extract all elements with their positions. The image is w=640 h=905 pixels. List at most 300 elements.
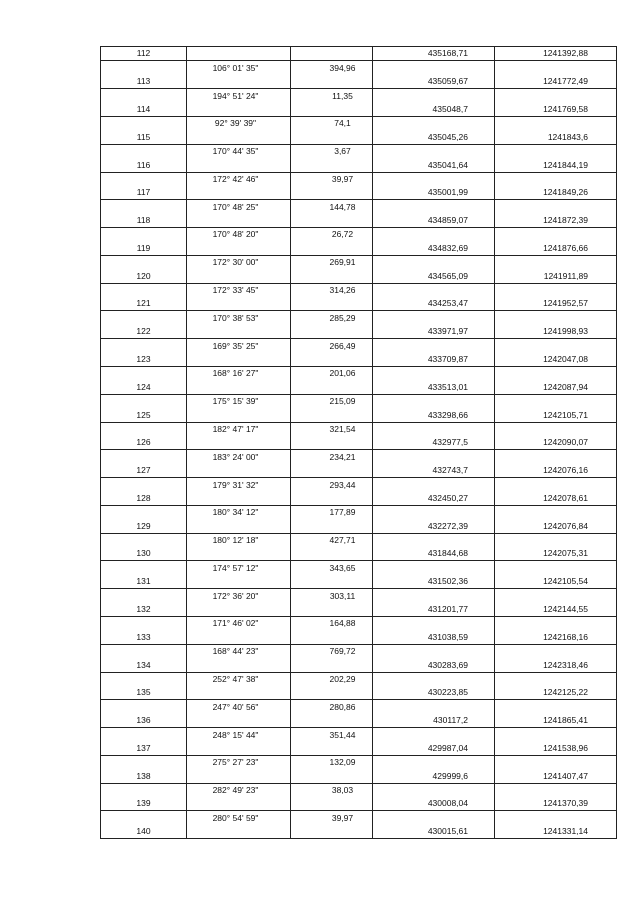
direction-angle-cell [187, 630, 291, 644]
segment-row [101, 644, 617, 658]
point-number-cell: 126 [101, 436, 187, 450]
distance-cell: 3,67 [291, 144, 373, 158]
point-row [101, 492, 617, 506]
distance-cell [291, 47, 373, 61]
point-row [101, 353, 617, 367]
point-number-cell [101, 283, 187, 297]
point-row [101, 103, 617, 117]
distance-cell [291, 241, 373, 255]
distance-cell [291, 492, 373, 506]
y-coordinate-cell [495, 755, 617, 769]
distance-cell: 38,03 [291, 783, 373, 797]
x-coordinate-cell [373, 200, 495, 214]
direction-angle-cell: 275° 27' 23" [187, 755, 291, 769]
point-number-cell: 117 [101, 186, 187, 200]
distance-cell: 303,11 [291, 589, 373, 603]
y-coordinate-cell [495, 700, 617, 714]
direction-angle-cell: 248° 15' 44" [187, 728, 291, 742]
segment-row [101, 311, 617, 325]
x-coordinate-cell: 431201,77 [373, 603, 495, 617]
distance-cell: 343,65 [291, 561, 373, 575]
y-coordinate-cell: 1241872,39 [495, 214, 617, 228]
x-coordinate-cell [373, 728, 495, 742]
y-coordinate-cell [495, 255, 617, 269]
x-coordinate-cell: 431502,36 [373, 575, 495, 589]
coordinate-table-sheet [100, 46, 616, 839]
x-coordinate-cell [373, 478, 495, 492]
segment-row [101, 61, 617, 75]
point-row [101, 47, 617, 61]
direction-angle-cell [187, 742, 291, 756]
x-coordinate-cell [373, 228, 495, 242]
x-coordinate-cell: 429999,6 [373, 769, 495, 783]
direction-angle-cell: 172° 42' 46" [187, 172, 291, 186]
point-row [101, 297, 617, 311]
distance-cell: 234,21 [291, 450, 373, 464]
point-number-cell: 116 [101, 158, 187, 172]
direction-angle-cell [187, 214, 291, 228]
distance-cell [291, 519, 373, 533]
x-coordinate-cell [373, 700, 495, 714]
y-coordinate-cell [495, 283, 617, 297]
point-number-cell: 133 [101, 630, 187, 644]
y-coordinate-cell [495, 533, 617, 547]
y-coordinate-cell [495, 422, 617, 436]
x-coordinate-cell: 434253,47 [373, 297, 495, 311]
direction-angle-cell: 194° 51' 24" [187, 89, 291, 103]
y-coordinate-cell: 1242076,16 [495, 464, 617, 478]
y-coordinate-cell [495, 783, 617, 797]
segment-row [101, 89, 617, 103]
point-row [101, 436, 617, 450]
y-coordinate-cell [495, 589, 617, 603]
x-coordinate-cell [373, 116, 495, 130]
point-number-cell: 131 [101, 575, 187, 589]
distance-cell: 215,09 [291, 394, 373, 408]
distance-cell [291, 436, 373, 450]
direction-angle-cell: 172° 33' 45" [187, 283, 291, 297]
segment-row [101, 339, 617, 353]
y-coordinate-cell: 1241538,96 [495, 742, 617, 756]
distance-cell [291, 353, 373, 367]
segment-row [101, 283, 617, 297]
direction-angle-cell: 179° 31' 32" [187, 478, 291, 492]
x-coordinate-cell: 435048,7 [373, 103, 495, 117]
coordinate-table-body [101, 47, 617, 839]
x-coordinate-cell: 433971,97 [373, 325, 495, 339]
distance-cell: 144,78 [291, 200, 373, 214]
distance-cell [291, 269, 373, 283]
y-coordinate-cell: 1242075,31 [495, 547, 617, 561]
distance-cell: 351,44 [291, 728, 373, 742]
direction-angle-cell: 170° 48' 25" [187, 200, 291, 214]
direction-angle-cell: 183° 24' 00" [187, 450, 291, 464]
x-coordinate-cell: 430283,69 [373, 658, 495, 672]
direction-angle-cell: 170° 38' 53" [187, 311, 291, 325]
point-row [101, 714, 617, 728]
distance-cell [291, 714, 373, 728]
y-coordinate-cell [495, 366, 617, 380]
y-coordinate-cell [495, 228, 617, 242]
direction-angle-cell [187, 186, 291, 200]
point-number-cell: 113 [101, 75, 187, 89]
point-row [101, 742, 617, 756]
x-coordinate-cell [373, 811, 495, 825]
point-number-cell [101, 61, 187, 75]
direction-angle-cell [187, 130, 291, 144]
direction-angle-cell [187, 241, 291, 255]
distance-cell [291, 603, 373, 617]
y-coordinate-cell: 1242318,46 [495, 658, 617, 672]
x-coordinate-cell: 432977,5 [373, 436, 495, 450]
x-coordinate-cell: 433298,66 [373, 408, 495, 422]
point-row [101, 797, 617, 811]
y-coordinate-cell: 1242076,84 [495, 519, 617, 533]
direction-angle-cell [187, 686, 291, 700]
direction-angle-cell [187, 75, 291, 89]
point-row [101, 158, 617, 172]
direction-angle-cell [187, 714, 291, 728]
direction-angle-cell [187, 325, 291, 339]
x-coordinate-cell: 433709,87 [373, 353, 495, 367]
point-row [101, 464, 617, 478]
x-coordinate-cell: 430223,85 [373, 686, 495, 700]
x-coordinate-cell: 434832,69 [373, 241, 495, 255]
x-coordinate-cell [373, 589, 495, 603]
direction-angle-cell: 252° 47' 38" [187, 672, 291, 686]
point-row [101, 75, 617, 89]
distance-cell [291, 380, 373, 394]
point-row [101, 241, 617, 255]
distance-cell [291, 742, 373, 756]
y-coordinate-cell [495, 311, 617, 325]
y-coordinate-cell [495, 505, 617, 519]
y-coordinate-cell: 1241865,41 [495, 714, 617, 728]
direction-angle-cell: 247° 40' 56" [187, 700, 291, 714]
point-row [101, 630, 617, 644]
y-coordinate-cell [495, 172, 617, 186]
distance-cell [291, 825, 373, 839]
direction-angle-cell [187, 492, 291, 506]
y-coordinate-cell [495, 561, 617, 575]
y-coordinate-cell: 1241844,19 [495, 158, 617, 172]
x-coordinate-cell [373, 533, 495, 547]
point-number-cell [101, 505, 187, 519]
direction-angle-cell [187, 769, 291, 783]
distance-cell [291, 130, 373, 144]
point-number-cell [101, 311, 187, 325]
x-coordinate-cell [373, 755, 495, 769]
point-number-cell [101, 533, 187, 547]
point-number-cell: 130 [101, 547, 187, 561]
x-coordinate-cell: 435168,71 [373, 47, 495, 61]
distance-cell [291, 575, 373, 589]
x-coordinate-cell [373, 144, 495, 158]
direction-angle-cell [187, 269, 291, 283]
point-number-cell [101, 366, 187, 380]
distance-cell [291, 297, 373, 311]
distance-cell: 177,89 [291, 505, 373, 519]
x-coordinate-cell: 435041,64 [373, 158, 495, 172]
point-row [101, 519, 617, 533]
distance-cell: 394,96 [291, 61, 373, 75]
point-number-cell [101, 478, 187, 492]
direction-angle-cell [187, 47, 291, 61]
segment-row [101, 728, 617, 742]
distance-cell [291, 630, 373, 644]
direction-angle-cell: 282° 49' 23" [187, 783, 291, 797]
direction-angle-cell: 172° 30' 00" [187, 255, 291, 269]
distance-cell: 202,29 [291, 672, 373, 686]
distance-cell: 266,49 [291, 339, 373, 353]
distance-cell [291, 158, 373, 172]
point-row [101, 325, 617, 339]
segment-row [101, 755, 617, 769]
x-coordinate-cell [373, 89, 495, 103]
direction-angle-cell [187, 825, 291, 839]
distance-cell: 39,97 [291, 811, 373, 825]
y-coordinate-cell [495, 811, 617, 825]
x-coordinate-cell [373, 644, 495, 658]
direction-angle-cell: 280° 54' 59" [187, 811, 291, 825]
point-row [101, 686, 617, 700]
direction-angle-cell: 171° 46' 02" [187, 617, 291, 631]
y-coordinate-cell [495, 394, 617, 408]
y-coordinate-cell [495, 339, 617, 353]
point-number-cell [101, 255, 187, 269]
point-number-cell [101, 589, 187, 603]
direction-angle-cell: 106° 01' 35" [187, 61, 291, 75]
point-row [101, 603, 617, 617]
point-number-cell [101, 672, 187, 686]
x-coordinate-cell [373, 172, 495, 186]
direction-angle-cell: 180° 12' 18" [187, 533, 291, 547]
segment-row [101, 811, 617, 825]
distance-cell: 269,91 [291, 255, 373, 269]
distance-cell: 201,06 [291, 366, 373, 380]
x-coordinate-cell: 432272,39 [373, 519, 495, 533]
segment-row [101, 617, 617, 631]
segment-row [101, 672, 617, 686]
distance-cell [291, 464, 373, 478]
point-number-cell [101, 728, 187, 742]
direction-angle-cell [187, 380, 291, 394]
point-number-cell [101, 172, 187, 186]
x-coordinate-cell [373, 783, 495, 797]
x-coordinate-cell [373, 422, 495, 436]
direction-angle-cell [187, 408, 291, 422]
direction-angle-cell: 172° 36' 20" [187, 589, 291, 603]
segment-row [101, 783, 617, 797]
direction-angle-cell [187, 436, 291, 450]
distance-cell: 132,09 [291, 755, 373, 769]
distance-cell [291, 103, 373, 117]
direction-angle-cell [187, 575, 291, 589]
distance-cell [291, 686, 373, 700]
y-coordinate-cell [495, 617, 617, 631]
direction-angle-cell: 168° 16' 27" [187, 366, 291, 380]
distance-cell [291, 75, 373, 89]
point-number-cell: 127 [101, 464, 187, 478]
distance-cell [291, 325, 373, 339]
segment-row [101, 533, 617, 547]
y-coordinate-cell [495, 728, 617, 742]
x-coordinate-cell: 430008,04 [373, 797, 495, 811]
distance-cell [291, 769, 373, 783]
y-coordinate-cell [495, 144, 617, 158]
y-coordinate-cell: 1241911,89 [495, 269, 617, 283]
segment-row [101, 255, 617, 269]
x-coordinate-cell [373, 450, 495, 464]
distance-cell: 769,72 [291, 644, 373, 658]
x-coordinate-cell [373, 672, 495, 686]
point-number-cell: 125 [101, 408, 187, 422]
point-row [101, 575, 617, 589]
segment-row [101, 116, 617, 130]
direction-angle-cell: 180° 34' 12" [187, 505, 291, 519]
distance-cell: 293,44 [291, 478, 373, 492]
point-number-cell [101, 700, 187, 714]
x-coordinate-cell [373, 617, 495, 631]
direction-angle-cell: 168° 44' 23" [187, 644, 291, 658]
y-coordinate-cell [495, 89, 617, 103]
y-coordinate-cell: 1242047,08 [495, 353, 617, 367]
y-coordinate-cell: 1242144,55 [495, 603, 617, 617]
y-coordinate-cell: 1242125,22 [495, 686, 617, 700]
point-number-cell: 121 [101, 297, 187, 311]
x-coordinate-cell [373, 283, 495, 297]
point-number-cell: 128 [101, 492, 187, 506]
y-coordinate-cell [495, 450, 617, 464]
point-number-cell: 139 [101, 797, 187, 811]
direction-angle-cell [187, 547, 291, 561]
y-coordinate-cell: 1242105,71 [495, 408, 617, 422]
point-number-cell [101, 422, 187, 436]
distance-cell: 427,71 [291, 533, 373, 547]
point-row [101, 547, 617, 561]
point-number-cell [101, 755, 187, 769]
y-coordinate-cell [495, 200, 617, 214]
direction-angle-cell: 92° 39' 39" [187, 116, 291, 130]
direction-angle-cell: 170° 48' 20" [187, 228, 291, 242]
segment-row [101, 700, 617, 714]
x-coordinate-cell: 432743,7 [373, 464, 495, 478]
point-number-cell: 134 [101, 658, 187, 672]
distance-cell [291, 408, 373, 422]
x-coordinate-cell: 429987,04 [373, 742, 495, 756]
point-number-cell: 112 [101, 47, 187, 61]
y-coordinate-cell: 1241849,26 [495, 186, 617, 200]
segment-row [101, 450, 617, 464]
x-coordinate-cell [373, 394, 495, 408]
distance-cell [291, 214, 373, 228]
distance-cell: 39,97 [291, 172, 373, 186]
point-number-cell [101, 116, 187, 130]
distance-cell: 164,88 [291, 617, 373, 631]
point-number-cell [101, 450, 187, 464]
point-row [101, 769, 617, 783]
point-number-cell: 129 [101, 519, 187, 533]
point-number-cell: 136 [101, 714, 187, 728]
y-coordinate-cell: 1241370,39 [495, 797, 617, 811]
direction-angle-cell [187, 797, 291, 811]
x-coordinate-cell: 431844,68 [373, 547, 495, 561]
x-coordinate-cell: 434565,09 [373, 269, 495, 283]
distance-cell: 74,1 [291, 116, 373, 130]
direction-angle-cell [187, 297, 291, 311]
direction-angle-cell [187, 103, 291, 117]
y-coordinate-cell [495, 672, 617, 686]
x-coordinate-cell: 431038,59 [373, 630, 495, 644]
point-number-cell: 138 [101, 769, 187, 783]
x-coordinate-cell: 434859,07 [373, 214, 495, 228]
y-coordinate-cell: 1242090,07 [495, 436, 617, 450]
x-coordinate-cell [373, 255, 495, 269]
x-coordinate-cell [373, 61, 495, 75]
x-coordinate-cell: 435059,67 [373, 75, 495, 89]
y-coordinate-cell: 1242168,16 [495, 630, 617, 644]
point-row [101, 186, 617, 200]
y-coordinate-cell: 1242105,54 [495, 575, 617, 589]
x-coordinate-cell [373, 311, 495, 325]
direction-angle-cell [187, 603, 291, 617]
segment-row [101, 505, 617, 519]
point-row [101, 130, 617, 144]
point-number-cell: 122 [101, 325, 187, 339]
point-row [101, 269, 617, 283]
x-coordinate-cell [373, 505, 495, 519]
segment-row [101, 394, 617, 408]
point-row [101, 380, 617, 394]
y-coordinate-cell: 1242078,61 [495, 492, 617, 506]
direction-angle-cell [187, 658, 291, 672]
segment-row [101, 228, 617, 242]
x-coordinate-cell: 435045,26 [373, 130, 495, 144]
y-coordinate-cell: 1242087,94 [495, 380, 617, 394]
y-coordinate-cell: 1241952,57 [495, 297, 617, 311]
distance-cell: 321,54 [291, 422, 373, 436]
y-coordinate-cell: 1241876,66 [495, 241, 617, 255]
segment-row [101, 172, 617, 186]
y-coordinate-cell: 1241769,58 [495, 103, 617, 117]
point-row [101, 408, 617, 422]
point-number-cell: 132 [101, 603, 187, 617]
direction-angle-cell: 182° 47' 17" [187, 422, 291, 436]
point-number-cell: 123 [101, 353, 187, 367]
point-number-cell [101, 811, 187, 825]
point-number-cell [101, 561, 187, 575]
direction-angle-cell: 169° 35' 25" [187, 339, 291, 353]
distance-cell [291, 658, 373, 672]
distance-cell: 314,26 [291, 283, 373, 297]
point-number-cell: 137 [101, 742, 187, 756]
point-number-cell [101, 394, 187, 408]
point-number-cell [101, 339, 187, 353]
distance-cell: 285,29 [291, 311, 373, 325]
point-number-cell: 114 [101, 103, 187, 117]
direction-angle-cell: 175° 15' 39" [187, 394, 291, 408]
coordinate-table [100, 46, 617, 839]
point-row [101, 825, 617, 839]
x-coordinate-cell: 432450,27 [373, 492, 495, 506]
direction-angle-cell [187, 158, 291, 172]
x-coordinate-cell [373, 561, 495, 575]
distance-cell [291, 547, 373, 561]
x-coordinate-cell [373, 339, 495, 353]
y-coordinate-cell [495, 478, 617, 492]
distance-cell [291, 186, 373, 200]
point-number-cell: 120 [101, 269, 187, 283]
